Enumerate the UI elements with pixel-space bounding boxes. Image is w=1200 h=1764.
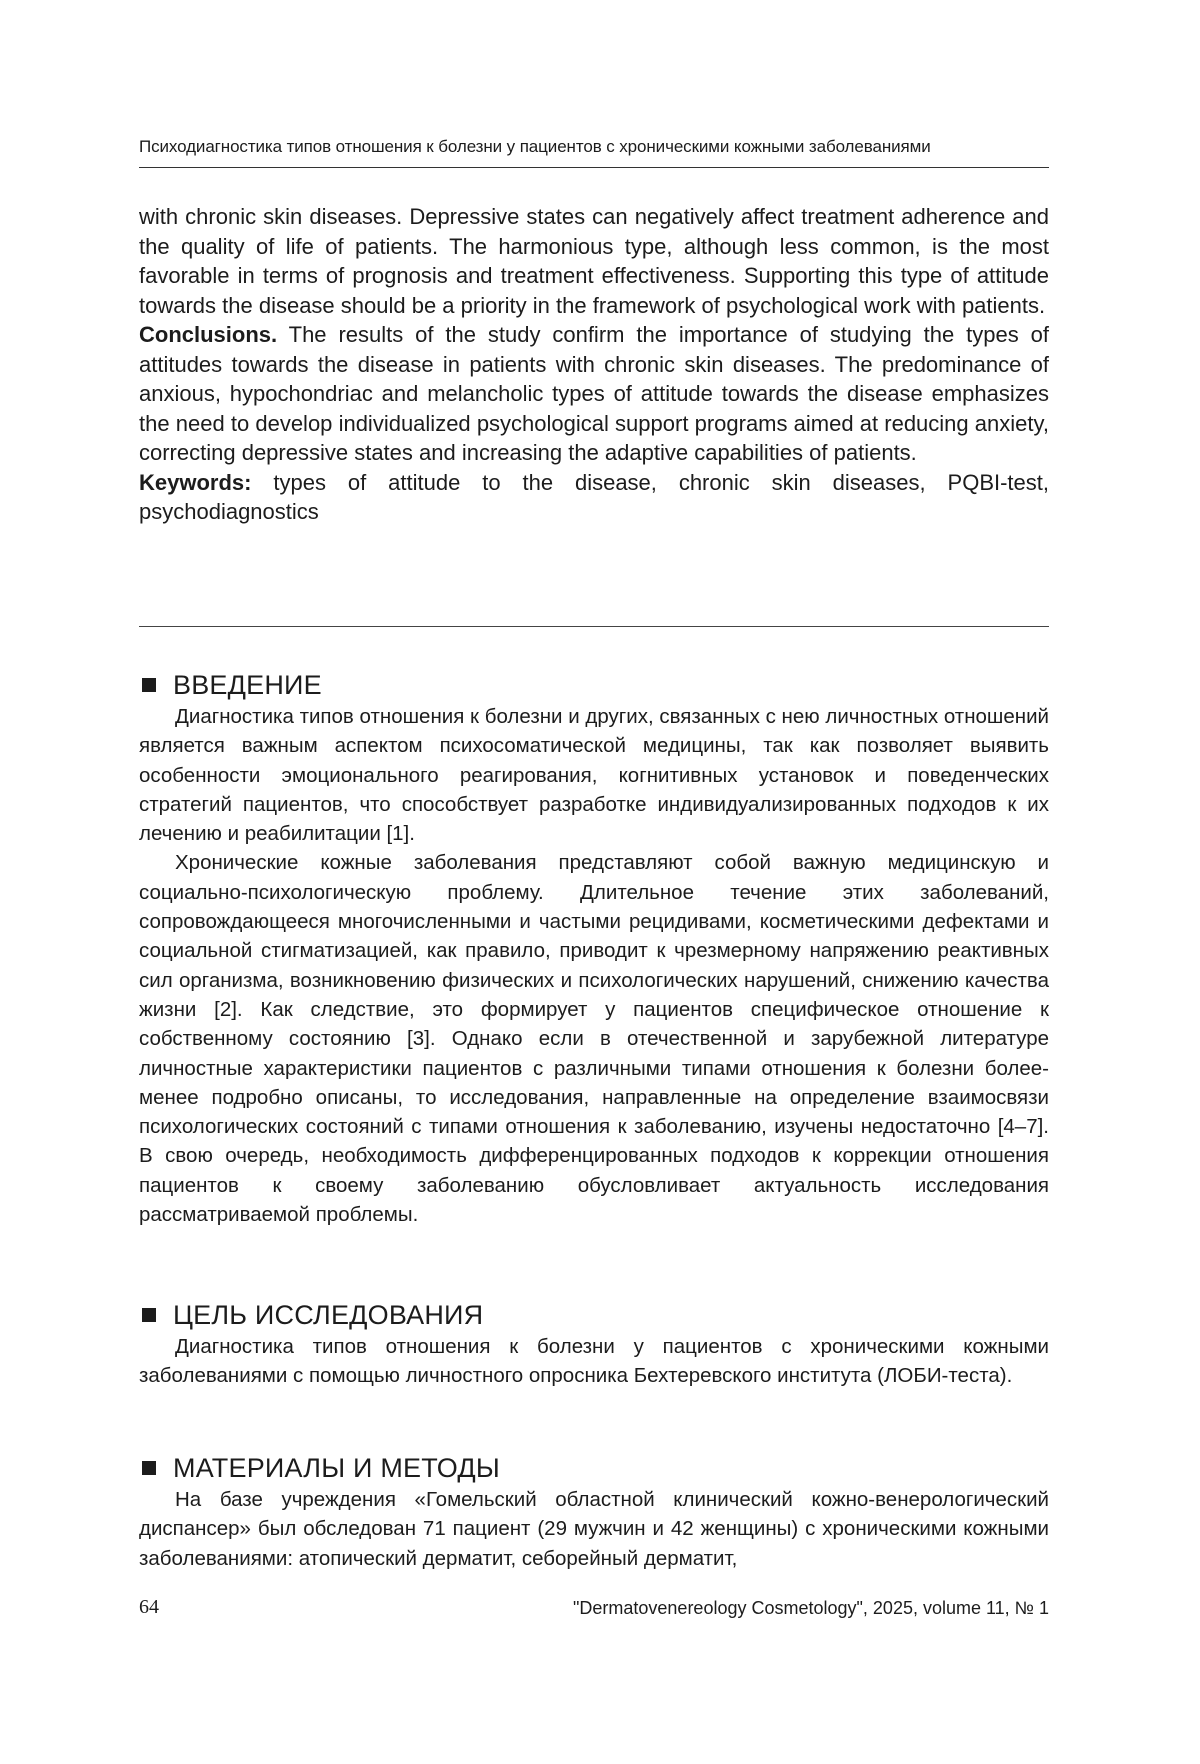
journal-citation: "Dermatovenereology Cosmetology", 2025, volume 11, № 1 (573, 1598, 1049, 1618)
paragraph: Диагностика типов отношения к болезни и других, связанных с нею личностных отношений является важным аспектом психосоматической медицины, так как позволяет выявить особенности эмоционального реагирования, когнитивных установок и поведенческих стратегий пациентов, что способствует разработке индивидуализированных подходов к их лечению и реабилитации [1]. (139, 705, 1049, 846)
square-bullet-icon (142, 678, 156, 692)
section-body (139, 1332, 1049, 1391)
paragraph: Хронические кожные заболевания представляют собой важную медицинскую и социально-психологическую проблему. Длительное течение этих заболеваний, сопровождающееся многочисленными и частыми рецидивами, косметическими дефектами и социальной стигматизацией, как правило, приводит к чрезмерному напряжению реактивных сил организма, возникновению физических и психологических нарушений, снижению качества жизни [2]. Как следствие, это формирует у пациентов специфическое отношение к собственному состоянию [3]. Однако если в отечественной и зарубежной литературе личностные характеристики пациентов с различными типами отношения к болезни более-менее подробно описаны, то исследования, направленные на определение взаимосвязи психологических состояний с типами отношения к заболеванию, изучены недостаточно [4–7]. В свою очередь, необходимость дифференцированных подходов к коррекции отношения пациентов к своему заболеванию обусловливает актуальность исследования рассматриваемой проблемы. (139, 851, 1049, 1227)
paragraph: Диагностика типов отношения к болезни у пациентов с хроническими кожными заболеваниями с помощью личностного опросника Бехтеревского института (ЛОБИ-теста). (139, 1335, 1049, 1388)
section-title: МАТЕРИАЛЫ И МЕТОДЫ (173, 1452, 500, 1483)
abstract-separator (139, 626, 1049, 627)
section-introduction (139, 668, 1049, 1229)
square-bullet-icon (142, 1308, 156, 1322)
section-heading (139, 1298, 1049, 1332)
section-body (139, 702, 1049, 1229)
paragraph: На базе учреждения «Гомельский областной клинический кожно-венерологический диспансер» был обследован 71 пациент (29 мужчин и 42 женщины) с хроническими кожными заболеваниями: атопический дерматит, себорейный дерматит, (139, 1488, 1049, 1570)
abstract-continuation: with chronic skin diseases. Depressive states can negatively affect treatment adherence and the quality of life of patients. The harmonious type, although less common, is the most favorable in terms of prognosis and treatment effectiveness. Supporting this type of attitude towards the disease should be a priority in the framework of psychological work with patients. (139, 204, 1049, 318)
keywords-text: types of attitude to the disease, chronic skin diseases, PQBI-test, psychodiagnostics (139, 469, 1049, 524)
section-heading (139, 1451, 1049, 1485)
conclusions-text: The results of the study confirm the importance of studying the types of attitudes towards the disease in patients with chronic skin diseases. The predominance of anxious, hypochondriac and melancholic types of attitude towards the disease emphasizes the need to develop individualized psychological support programs aimed at reducing anxiety, correcting depressive states and increasing the adaptive capabilities of patients. (139, 322, 1049, 465)
abstract-keywords (139, 468, 1049, 527)
page-number: 64 (139, 1596, 159, 1618)
section-title: ЦЕЛЬ ИССЛЕДОВАНИЯ (173, 1299, 484, 1330)
conclusions-label: Conclusions. (139, 322, 278, 347)
section-body (139, 1485, 1049, 1573)
section-title: ВВЕДЕНИЕ (173, 669, 322, 700)
section-aim (139, 1298, 1049, 1391)
running-head: Психодиагностика типов отношения к болезни у пациентов с хроническими кожными заболеваниями (139, 137, 931, 156)
header-rule (139, 167, 1049, 168)
keywords-label: Keywords: (139, 469, 252, 495)
abstract-conclusions (139, 320, 1049, 468)
square-bullet-icon (142, 1461, 156, 1475)
abstract-block (139, 202, 1049, 527)
journal-page (139, 0, 1049, 1764)
section-methods (139, 1451, 1049, 1573)
section-heading (139, 668, 1049, 702)
